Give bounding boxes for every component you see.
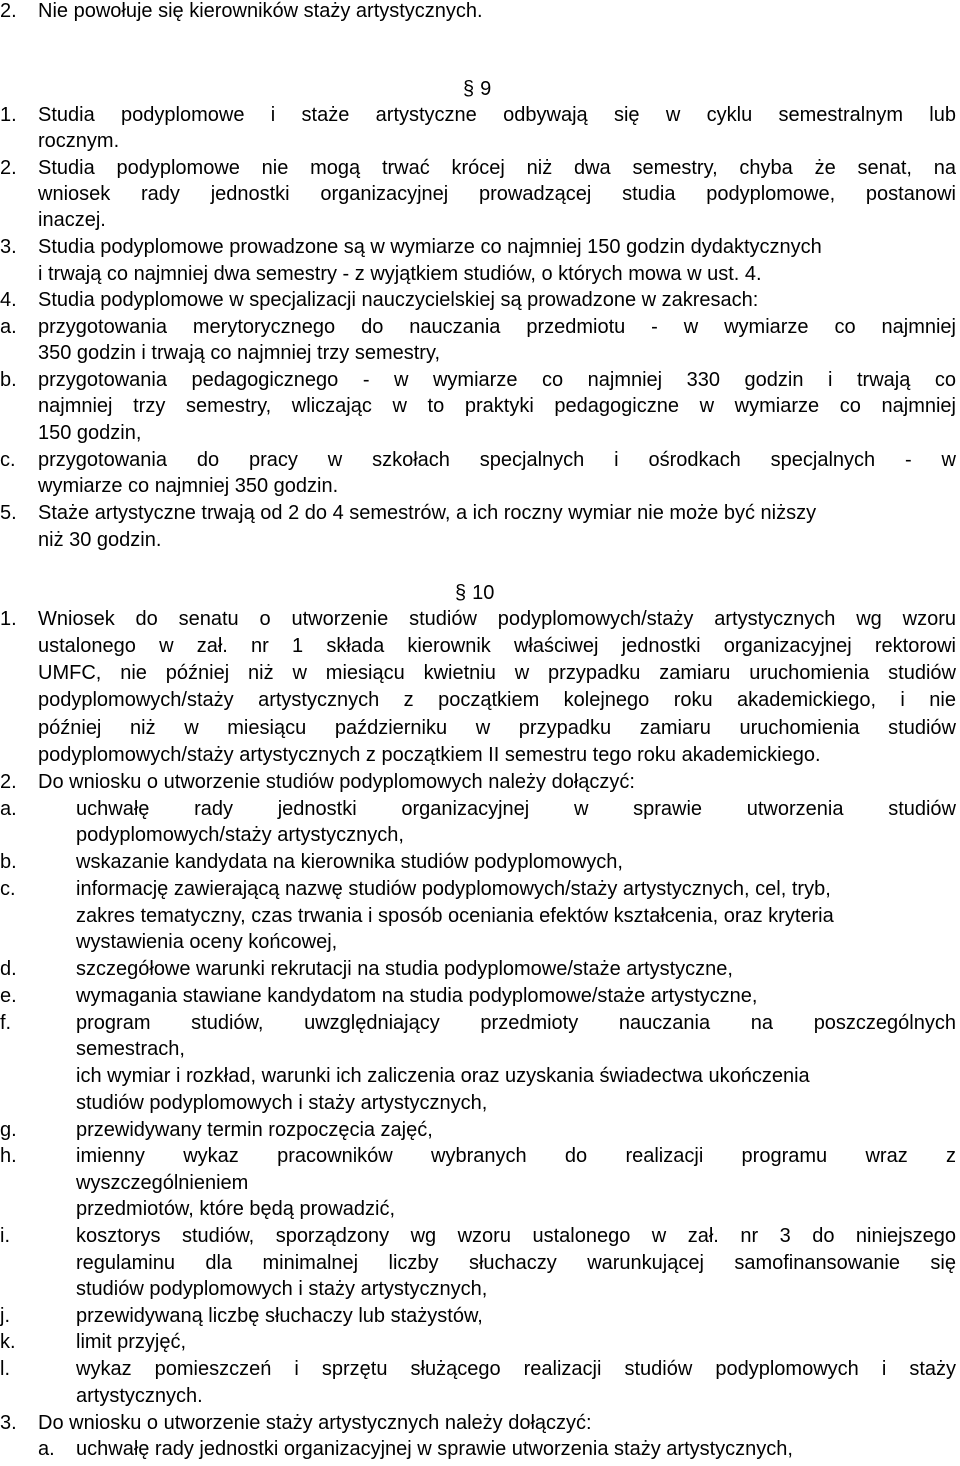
list-letter: k. (0, 1331, 16, 1353)
list-item-line: Staże artystyczne trwają od 2 do 4 semestrów, a ich roczny wymiar nie może być niższy (38, 502, 817, 524)
list-letter: b. (0, 851, 17, 873)
list-item-line: UMFC, nie później niż w miesiącu kwietniu w przypadku zamiaru uruchomienia studiów (38, 662, 956, 684)
list-item-line: podyplomowych/staży artystycznych z początkiem II semestru tego roku akademickiego. (38, 744, 821, 766)
list-number: 2. (0, 771, 17, 793)
list-item-line: 350 godzin i trwają co najmniej trzy semestry, (38, 342, 441, 364)
list-item-line: wykaz pomieszczeń i sprzętu służącego realizacji studiów podyplomowych i staży (76, 1358, 956, 1380)
list-item-line: później niż w miesiącu październiku w przypadku zamiaru uruchomienia studiów (38, 717, 956, 739)
list-item-line: Do wniosku o utworzenie studiów podyplomowych należy dołączyć: (38, 771, 635, 793)
list-letter: a. (38, 1438, 55, 1460)
list-item-text: Nie powołuje się kierowników staży artystycznych. (38, 0, 483, 22)
list-letter: b. (0, 369, 17, 391)
list-letter: h. (0, 1145, 17, 1167)
list-item-line: informację zawierającą nazwę studiów podyplomowych/staży artystycznych, cel, tryb, (76, 878, 831, 900)
list-letter: c. (0, 878, 16, 900)
list-item-line: wniosek rady jednostki organizacyjnej prowadzącej studia podyplomowe, postanowi (38, 183, 956, 205)
list-letter: c. (0, 449, 16, 471)
list-number: 1. (0, 608, 17, 630)
list-item-line: rocznym. (38, 130, 120, 152)
list-item-line: podyplomowych/staży artystycznych, (76, 824, 404, 846)
section-symbol: § (463, 78, 475, 100)
list-number: 4. (0, 289, 17, 311)
list-item-line: Do wniosku o utworzenie staży artystycznych należy dołączyć: (38, 1412, 592, 1434)
list-item-line: przygotowania merytorycznego do nauczania przedmiotu - w wymiarze co najmniej (38, 316, 956, 338)
list-item-line: Wniosek do senatu o utworzenie studiów podyplomowych/staży artystycznych wg wzoru (38, 608, 956, 630)
list-letter: f. (0, 1012, 12, 1034)
list-letter: e. (0, 985, 17, 1007)
list-item-line: wskazanie kandydata na kierownika studiów podyplomowych, (76, 851, 623, 873)
list-item-line: zakres tematyczny, czas trwania i sposób oceniania efektów kształcenia, oraz kryteria (76, 905, 834, 927)
list-number: 3. (0, 1412, 17, 1434)
list-number: 2. (0, 0, 17, 22)
list-item-line: uchwałę rady jednostki organizacyjnej w sprawie utworzenia staży artystycznych, (76, 1438, 793, 1460)
section-heading (455, 580, 494, 606)
list-item-line: przygotowania do pracy w szkołach specjalnych i ośrodkach specjalnych - w (38, 449, 956, 471)
list-item-line: inaczej. (38, 209, 106, 231)
list-item-line: ich wymiar i rozkład, warunki ich zaliczenia oraz uzyskania świadectwa ukończenia (76, 1065, 810, 1087)
list-item-line: podyplomowych/staży artystycznych z początkiem kolejnego roku akademickiego, i nie (38, 689, 956, 711)
list-number: 2. (0, 157, 17, 179)
list-item-line: Studia podyplomowe prowadzone są w wymiarze co najmniej 150 godzin dydaktycznych (38, 236, 822, 258)
list-item-line: wyszczególnieniem (76, 1172, 249, 1194)
list-item-line: szczegółowe warunki rekrutacji na studia podyplomowe/staże artystyczne, (76, 958, 733, 980)
list-letter: g. (0, 1119, 17, 1141)
list-item-line: kosztorys studiów, sporządzony wg wzoru ustalonego w zał. nr 3 do niniejszego (76, 1225, 956, 1247)
list-letter: a. (0, 798, 17, 820)
list-item-line: i trwają co najmniej dwa semestry - z wyjątkiem studiów, o których mowa w ust. 4. (38, 263, 762, 285)
list-item-line: najmniej trzy semestry, wliczając w to praktyki pedagogiczne w wymiarze co najmniej (38, 395, 956, 417)
list-item-line: program studiów, uwzględniający przedmioty nauczania na poszczególnych (76, 1012, 956, 1034)
list-letter: a. (0, 316, 17, 338)
list-item-line: Studia podyplomowe nie mogą trwać krócej niż dwa semestry, chyba że senat, na (38, 157, 956, 179)
list-item-line: uchwałę rady jednostki organizacyjnej w sprawie utworzenia studiów (76, 798, 956, 820)
list-item-line: 150 godzin, (38, 422, 142, 444)
section-heading (463, 76, 491, 102)
list-item-line: Studia podyplomowe w specjalizacji nauczycielskiej są prowadzone w zakresach: (38, 289, 759, 311)
list-item-line: ustalonego w zał. nr 1 składa kierownik właściwej jednostki organizacyjnej rektorowi (38, 635, 956, 657)
list-item-line: semestrach, (76, 1038, 185, 1060)
list-letter: j. (0, 1305, 10, 1327)
list-item-line: przedmiotów, które będą prowadzić, (76, 1198, 396, 1220)
list-item-line: studiów podyplomowych i staży artystycznych, (76, 1278, 488, 1300)
list-item-line: studiów podyplomowych i staży artystycznych, (76, 1092, 488, 1114)
section-symbol: § (455, 582, 467, 604)
list-number: 5. (0, 502, 17, 524)
list-item-line: regulaminu dla minimalnej liczby słuchaczy warunkującej samofinansowanie się (76, 1252, 956, 1274)
list-item-line: przewidywaną liczbę słuchaczy lub stażystów, (76, 1305, 483, 1327)
list-item-line: wymiarze co najmniej 350 godzin. (38, 475, 339, 497)
list-item-line: Studia podyplomowe i staże artystyczne odbywają się w cyklu semestralnym lub (38, 104, 956, 126)
list-item-line: imienny wykaz pracowników wybranych do realizacji programu wraz z (76, 1145, 956, 1167)
list-letter: i. (0, 1225, 10, 1247)
list-item-line: wymagania stawiane kandydatom na studia podyplomowe/staże artystyczne, (76, 985, 758, 1007)
list-item-line: przewidywany termin rozpoczęcia zajęć, (76, 1119, 433, 1141)
list-number: 1. (0, 104, 17, 126)
list-item-line: limit przyjęć, (76, 1331, 187, 1353)
list-letter: d. (0, 958, 17, 980)
section-number: 10 (472, 582, 495, 604)
list-letter: l. (0, 1358, 10, 1380)
list-number: 3. (0, 236, 17, 258)
list-item-line: przygotowania pedagogicznego - w wymiarze co najmniej 330 godzin i trwają co (38, 369, 956, 391)
list-item-line: artystycznych. (76, 1385, 203, 1407)
list-item-line: wystawienia oceny końcowej, (76, 931, 338, 953)
section-number: 9 (480, 78, 492, 100)
list-item-line: niż 30 godzin. (38, 529, 162, 551)
